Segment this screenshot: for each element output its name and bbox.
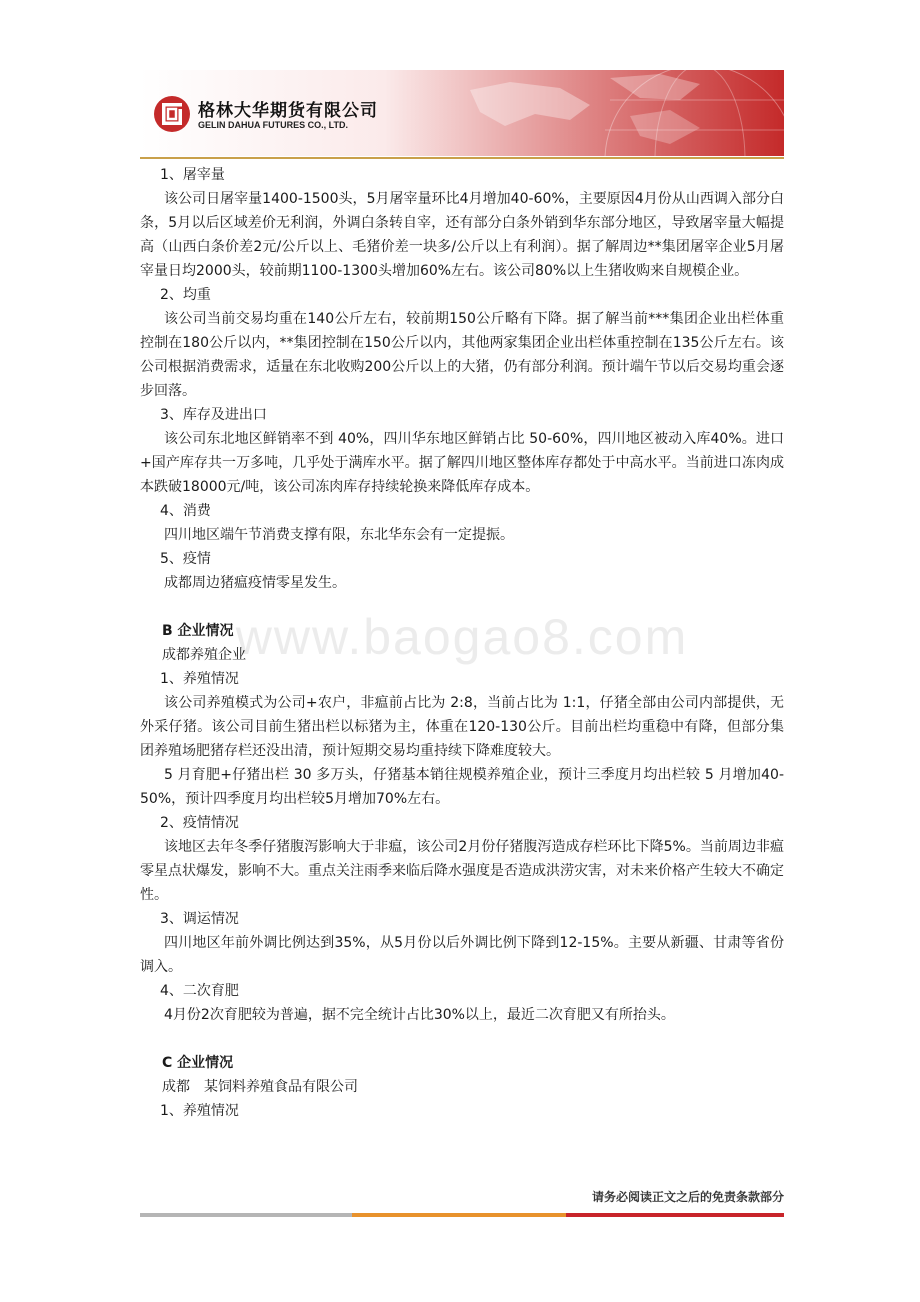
- document-body: [140, 163, 784, 1123]
- company-section-title: B 企业情况: [162, 623, 234, 639]
- header-banner: [140, 70, 784, 156]
- footer-bar-grey: [140, 1213, 352, 1217]
- paragraph: 该公司东北地区鲜销率不到 40%，四川华东地区鲜销占比 50-60%，四川地区被动入库40%。进口+国产库存共一万多吨，几乎处于满库水平。据了解四川地区整体库存都处于中高水平。当前进口冻肉成本跌破18000元/吨，该公司冻肉库存持续轮换来降低库存成本。: [140, 431, 784, 495]
- footer-color-bar: [140, 1213, 784, 1217]
- section-heading: 1、屠宰量: [160, 167, 225, 183]
- paragraph: 该公司日屠宰量1400-1500头，5月屠宰量环比4月增加40-60%，主要原因4月份从山西调入部分白条，5月以后区域差价无利润，外调白条转自宰，还有部分白条外销到华东部分地区，导致屠宰量大幅提高（山西白条价差2元/公斤以上、毛猪价差一块多/公斤以上有利润）。据了解周边**集团屠宰企业5月屠宰量日均2000头，较前期1100-1300头增加60%左右。该公司80%以上生猪收购来自规模企业。: [140, 191, 784, 279]
- footer-bar-red: [566, 1213, 784, 1217]
- footer-bar-orange: [352, 1213, 566, 1217]
- section-heading: 4、消费: [160, 503, 211, 519]
- paragraph: 成都周边猪瘟疫情零星发生。: [164, 575, 346, 591]
- paragraph: 该地区去年冬季仔猪腹泻影响大于非瘟，该公司2月份仔猪腹泻造成存栏环比下降5%。当前周边非瘟零星点状爆发，影响不大。重点关注雨季来临后降水强度是否造成洪涝灾害，对未来价格产生较大不确定性。: [140, 839, 784, 903]
- paragraph: 4月份2次育肥较为普遍，据不完全统计占比30%以上，最近二次育肥又有所抬头。: [164, 1007, 675, 1023]
- section-heading: 4、二次育肥: [160, 983, 239, 999]
- section-heading: 3、库存及进出口: [160, 407, 267, 423]
- company-subtitle: 成都 某饲料养殖食品有限公司: [162, 1079, 358, 1095]
- section-heading: 5、疫情: [160, 551, 211, 567]
- section-heading: 2、均重: [160, 287, 211, 303]
- section-heading: 1、养殖情况: [160, 671, 239, 687]
- section-heading: 1、养殖情况: [160, 1103, 239, 1119]
- watermark: www.baogao8.com: [235, 609, 689, 665]
- header-divider: [140, 157, 784, 159]
- section-heading: 2、疫情情况: [160, 815, 239, 831]
- company-logo-icon: [152, 94, 192, 134]
- company-name-en: GELIN DAHUA FUTURES CO., LTD.: [198, 120, 348, 130]
- paragraph: 该公司当前交易均重在140公斤左右，较前期150公斤略有下降。据了解当前***集团企业出栏体重控制在180公斤以内，**集团控制在150公斤以内，其他两家集团企业出栏体重控制在135公斤左右。该公司根据消费需求，适量在东北收购200公斤以上的大猪，仍有部分利润。预计端午节以后交易均重会逐步回落。: [140, 311, 784, 399]
- company-subtitle: 成都养殖企业: [162, 647, 246, 663]
- section-heading: 3、调运情况: [160, 911, 239, 927]
- paragraph: 四川地区端午节消费支撑有限，东北华东会有一定提振。: [164, 527, 514, 543]
- paragraph: 四川地区年前外调比例达到35%，从5月份以后外调比例下降到12-15%。主要从新疆、甘肃等省份调入。: [140, 935, 784, 975]
- paragraph: 该公司养殖模式为公司+农户，非瘟前占比为 2:8，当前占比为 1:1，仔猪全部由公司内部提供，无外采仔猪。该公司目前生猪出栏以标猪为主，体重在120-130公斤。目前出栏均重稳中有降，但部分集团养殖场肥猪存栏还没出清，预计短期交易均重持续下降难度较大。: [140, 695, 784, 759]
- paragraph: 5 月育肥+仔猪出栏 30 多万头，仔猪基本销往规模养殖企业，预计三季度月均出栏较 5 月增加40-50%，预计四季度月均出栏较5月增加70%左右。: [140, 767, 784, 807]
- disclaimer-note: 请务必阅读正文之后的免责条款部分: [591, 1190, 784, 1204]
- company-name-cn: 格林大华期货有限公司: [198, 101, 378, 121]
- company-section-title: C 企业情况: [162, 1055, 234, 1071]
